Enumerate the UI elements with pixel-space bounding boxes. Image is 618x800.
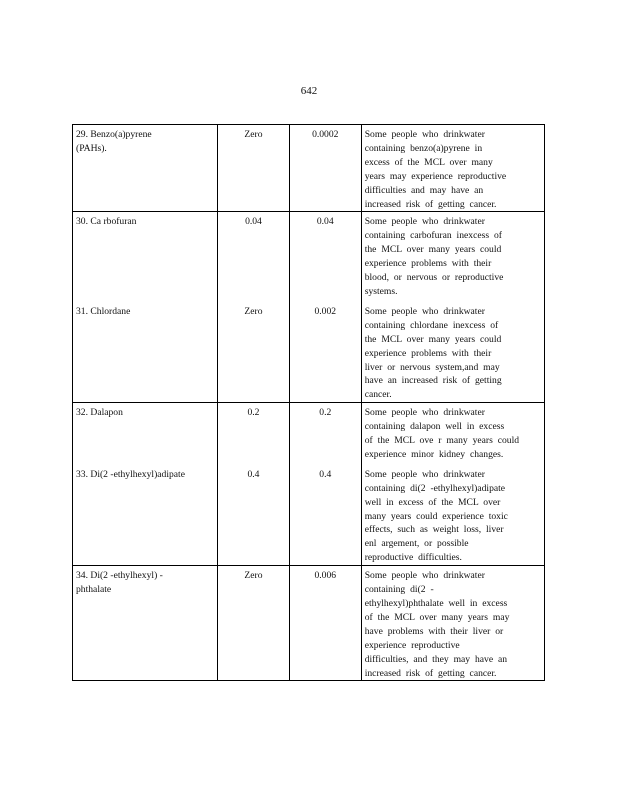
text-line: difficulties, and they may have an — [364, 653, 508, 665]
health-effects — [365, 406, 541, 462]
mcl-value — [293, 406, 358, 462]
text-line: years may experience reproductive — [364, 170, 507, 182]
value-text: Zero — [244, 129, 263, 140]
text-line: well in excess of the MCL over — [364, 496, 501, 508]
contaminant-name — [76, 468, 214, 565]
health-effects — [365, 305, 541, 402]
text-line: (PAHs). — [76, 142, 107, 154]
value-text: 0.002 — [314, 305, 337, 317]
contaminant-name — [76, 305, 214, 402]
text-line: difficulties and may have an — [364, 184, 484, 196]
contaminant-name-cell — [73, 212, 218, 403]
health-effects-cell — [361, 125, 544, 212]
contaminant-name — [76, 406, 214, 462]
health-effects — [365, 215, 541, 298]
value-text: 0.4 — [247, 468, 260, 480]
contaminant-name — [76, 215, 214, 298]
mcl-value — [293, 215, 358, 298]
text-line: experience reproductive — [364, 639, 460, 651]
value-text: 0.0002 — [312, 129, 339, 140]
text-line: 31. Chlordane — [76, 305, 131, 317]
mclg-value — [221, 215, 286, 298]
mcl-value — [293, 468, 358, 565]
health-effects — [365, 468, 541, 565]
text-line: containing dalapon well in excess — [364, 421, 505, 433]
text-line: of the MCL over many years may — [364, 611, 510, 623]
text-line: the MCL over many years could — [364, 244, 502, 256]
text-line: 30. Ca rbofuran — [76, 216, 137, 228]
text-line: phthalate — [76, 584, 112, 596]
table-row — [73, 125, 545, 212]
text-line: increased risk of getting cancer. — [364, 198, 497, 210]
text-line: Some people who drinkwater — [364, 570, 485, 582]
text-line: effects, such as weight loss, liver — [364, 524, 504, 536]
value-text: Zero — [244, 305, 263, 317]
page-number: 642 — [300, 85, 318, 97]
mclg-value-cell — [218, 566, 290, 681]
text-line: 29. Benzo(a)pyrene — [76, 129, 152, 140]
value-text: 0.4 — [319, 468, 332, 480]
contaminant-name-cell — [73, 403, 218, 566]
mclg-value — [221, 305, 286, 402]
text-line: 33. Di(2 -ethylhexyl)adipate — [76, 468, 185, 480]
mcl-value — [293, 128, 358, 211]
mclg-value-cell — [218, 212, 290, 403]
text-line: liver or nervous system,and may — [364, 361, 500, 373]
text-line: cancer. — [364, 389, 392, 401]
text-line: containing di(2 -ethylhexyl)adipate — [364, 482, 506, 494]
text-line: Some people who drinkwater — [364, 407, 485, 419]
text-line: ethylhexyl)phthalate well in excess — [364, 598, 508, 609]
text-line: have problems with their liver or — [364, 625, 504, 637]
mclg-value — [221, 128, 286, 211]
mcl-value-cell — [289, 566, 361, 681]
mcl-value — [293, 569, 358, 680]
mclg-value — [221, 468, 286, 565]
value-text: 0.04 — [316, 216, 334, 228]
value-text: 0.2 — [319, 407, 332, 419]
mclg-value-cell — [218, 125, 290, 212]
text-line: experience minor kidney changes. — [364, 448, 504, 460]
text-line: Some people who drinkwater — [364, 468, 485, 480]
value-text: Zero — [244, 570, 263, 582]
table-row — [73, 212, 545, 403]
health-effects — [365, 128, 541, 211]
text-line: excess of the MCL over many — [364, 156, 493, 168]
health-effects — [365, 569, 541, 680]
contaminant-name-cell — [73, 566, 218, 681]
text-line: have an increased risk of getting — [364, 375, 502, 387]
text-line: Some people who drinkwater — [364, 216, 485, 228]
text-line: Some people who drinkwater — [364, 305, 485, 317]
text-line: containing carbofuran inexcess of — [364, 230, 502, 242]
mclg-value — [221, 569, 286, 680]
text-line: systems. — [364, 285, 398, 297]
health-effects-cell — [361, 566, 544, 681]
value-text: 0.006 — [314, 570, 337, 582]
text-line: experience problems with their — [364, 258, 492, 270]
mcl-value — [293, 305, 358, 402]
text-line: increased risk of getting cancer. — [364, 667, 497, 679]
mclg-value-cell — [218, 403, 290, 566]
contaminant-table — [72, 124, 545, 681]
value-text: 0.2 — [247, 407, 260, 419]
text-line: experience problems with their — [364, 347, 492, 359]
text-line: 32. Dalapon — [76, 407, 123, 419]
contaminant-name — [76, 569, 214, 680]
text-line: enl argement, or possible — [364, 538, 469, 550]
text-line: containing benzo(a)pyrene in — [364, 142, 483, 154]
text-line: many years could experience toxic — [364, 510, 508, 522]
mcl-value-cell — [289, 212, 361, 403]
text-line: containing di(2 - — [364, 584, 434, 596]
contaminant-name — [76, 128, 214, 211]
table-row — [73, 403, 545, 566]
mcl-value-cell — [289, 403, 361, 566]
contaminant-name-cell — [73, 125, 218, 212]
mcl-value-cell — [289, 125, 361, 212]
text-line: reproductive difficulties. — [364, 552, 462, 564]
text-line: of the MCL ove r many years could — [364, 435, 520, 447]
health-effects-cell — [361, 403, 544, 566]
mclg-value — [221, 406, 286, 462]
text-line: the MCL over many years could — [364, 333, 502, 345]
text-line: containing chlordane inexcess of — [364, 319, 499, 331]
value-text: 0.04 — [245, 216, 262, 228]
table-row — [73, 566, 545, 681]
text-line: Some people who drinkwater — [364, 129, 485, 140]
text-line: blood, or nervous or reproductive — [364, 272, 504, 284]
text-line: 34. Di(2 -ethylhexyl) - — [76, 570, 163, 582]
health-effects-cell — [361, 212, 544, 403]
